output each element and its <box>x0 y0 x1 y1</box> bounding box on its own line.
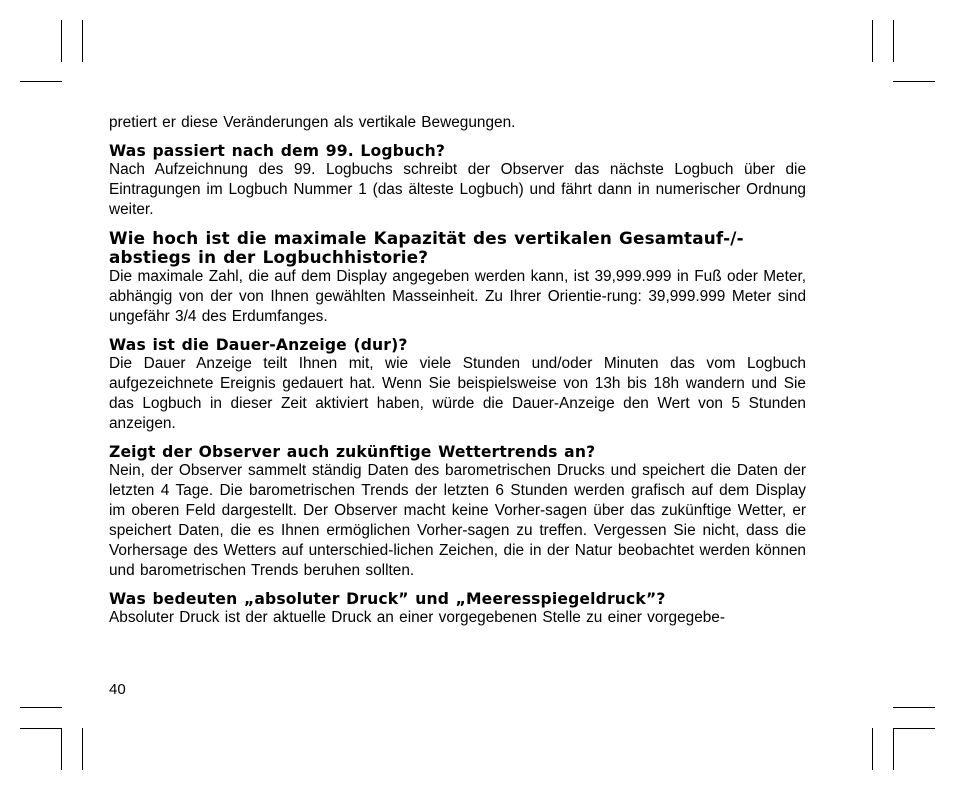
crop-mark <box>872 728 873 770</box>
crop-mark <box>872 20 873 62</box>
crop-mark <box>893 728 935 729</box>
section-heading: Was ist die Dauer-Anzeige (dur)? <box>109 336 408 354</box>
section-paragraph: Die maximale Zahl, die auf dem Display angegeben werden kann, ist 39,999.999 in Fuß oder Meter, abhängig von der von Ihnen gewählten Masseinheit. Zu Ihrer Orientie-rung: 39,999.999 Meter sind ungefähr 3/4 des Erdumfanges. <box>109 268 806 325</box>
section-paragraph: Nein, der Observer sammelt ständig Daten des barometrischen Drucks und speichert die Daten der letzten 4 Tage. Die barometrischen Trends der letzten 6 Stunden werden grafisch auf dem Display im oberen Feld dargestellt. Der Observer macht keine Vorher-sagen über das zukünftige Wetter, er speichert Daten, die es Ihnen ermöglichen Vorher-sagen zu treffen. Vergessen Sie nicht, dass die Vorhersage des Wetters auf unterschied-lichen Zeichen, die in der Natur beobachtet werden können und barometrischen Trends beruhen sollten. <box>109 462 806 579</box>
section-heading: Was passiert nach dem 99. Logbuch? <box>109 142 446 160</box>
faq-section <box>109 443 806 581</box>
page-content <box>109 113 806 637</box>
faq-section <box>109 590 806 628</box>
section-heading: Wie hoch ist die maximale Kapazität des vertikalen Gesamtauf-/-abstiegs in der Logbuchhistorie? <box>109 228 744 267</box>
crop-mark <box>893 81 935 82</box>
faq-section <box>109 142 806 220</box>
crop-mark <box>82 728 83 770</box>
section-paragraph: Die Dauer Anzeige teilt Ihnen mit, wie viele Stunden und/oder Minuten das vom Logbuch aufgezeichnete Ereignis gedauert hat. Wenn Sie beispielsweise von 13h bis 18h wandern und Sie das Logbuch in dieser Zeit aktiviert haben, würde die Dauer-Anzeige den Wert von 5 Stunden anzeigen. <box>109 355 806 432</box>
crop-mark <box>893 728 894 770</box>
crop-mark <box>61 20 62 62</box>
crop-mark <box>893 20 894 62</box>
section-heading: Zeigt der Observer auch zukünftige Wettertrends an? <box>109 443 596 461</box>
section-paragraph: Nach Aufzeichnung des 99. Logbuchs schreibt der Observer das nächste Logbuch über die Eintragungen im Logbuch Nummer 1 (das älteste Logbuch) und fährt dann in numerischer Ordnung weiter. <box>109 161 806 218</box>
crop-mark <box>893 707 935 708</box>
faq-section <box>109 336 806 434</box>
crop-mark <box>82 20 83 62</box>
section-heading: Was bedeuten „absoluter Druck” und „Meeresspiegeldruck”? <box>109 590 666 608</box>
intro-paragraph: pretiert er diese Veränderungen als vertikale Bewegungen. <box>109 114 516 131</box>
crop-mark <box>20 707 62 708</box>
page-number: 40 <box>109 681 126 698</box>
faq-section <box>109 229 806 327</box>
crop-mark <box>20 728 62 729</box>
section-paragraph: Absoluter Druck ist der aktuelle Druck an einer vorgegebenen Stelle zu einer vorgegebe- <box>109 609 725 626</box>
crop-mark <box>61 728 62 770</box>
crop-mark <box>20 81 62 82</box>
